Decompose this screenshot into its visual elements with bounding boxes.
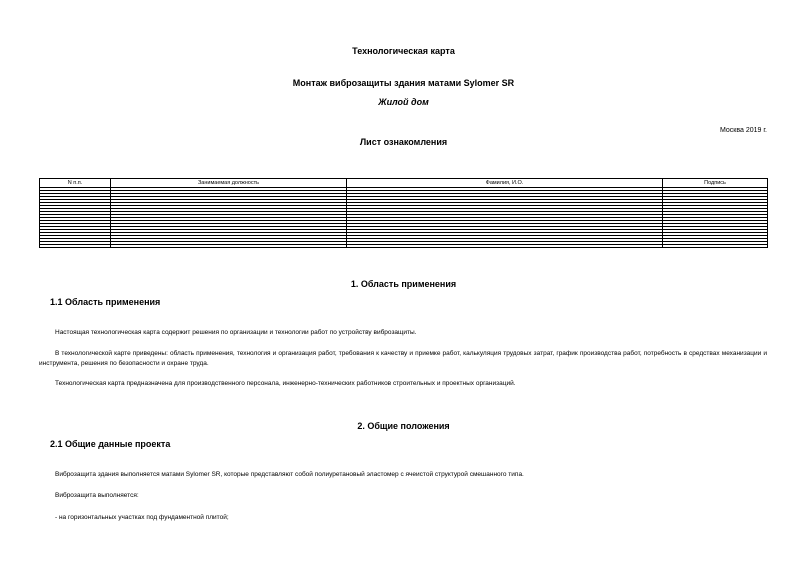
- document-title: Технологическая карта: [352, 46, 455, 56]
- table-body: [40, 188, 768, 248]
- paragraph: - на горизонтальных участках под фундаментной плитой;: [55, 514, 229, 521]
- col-signature: Подпись: [663, 179, 768, 188]
- table-cell: [347, 245, 663, 248]
- table-cell: [663, 245, 768, 248]
- paragraph: Технологическая карта предназначена для производственного персонала, инженерно-технических работников строительных и проектных организаций.: [55, 380, 516, 387]
- paragraph: В технологической карте приведены: область применения, технология и организация работ, требования к качеству и приемке работ, калькуляция трудовых затрат, график производства работ, потребность в средствах механизации и инструмента, решения по безопасности и охране труда.: [39, 350, 767, 367]
- city-year: Москва 2019 г.: [719, 127, 767, 134]
- object-name: Жилой дом: [378, 97, 429, 107]
- col-number: N п.п.: [40, 179, 111, 188]
- table-cell: [111, 245, 347, 248]
- paragraph: Виброзащита выполняется:: [55, 492, 139, 499]
- col-position: Занимаемая должность: [111, 179, 347, 188]
- document-subtitle: Монтаж виброзащиты здания матами Sylomer SR: [292, 78, 515, 88]
- sheet-title: Лист ознакомления: [359, 137, 448, 147]
- table-cell: [40, 245, 111, 248]
- section-1-title: 1. Область применения: [350, 279, 457, 289]
- paragraph: Виброзащита здания выполняется матами Sylomer SR, которые представляют собой полиуретановый эластомер с ячеистой структурой смешанного типа.: [55, 471, 524, 478]
- section-2-1-title: 2.1 Общие данные проекта: [50, 439, 171, 449]
- acquaintance-table: [39, 178, 768, 248]
- table-row: [40, 245, 768, 248]
- section-1-1-title: 1.1 Область применения: [50, 297, 161, 307]
- section-2-title: 2. Общие положения: [357, 421, 450, 431]
- paragraph: Настоящая технологическая карта содержит решения по организации и технологии работ по устройству виброзащиты.: [55, 329, 417, 336]
- col-name: Фамилия, И.О.: [347, 179, 663, 188]
- table-header-row: [40, 179, 768, 188]
